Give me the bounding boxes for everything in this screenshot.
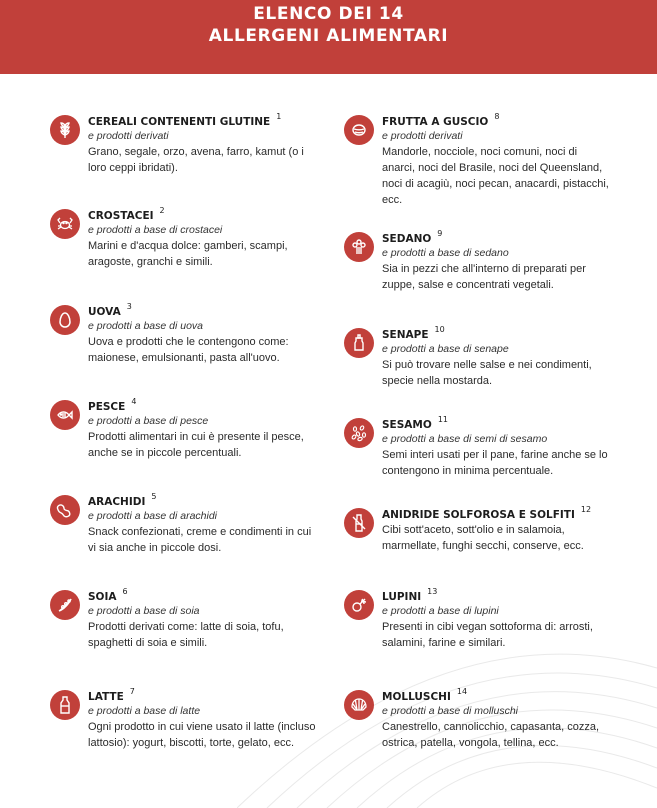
nuts-icon <box>344 115 374 145</box>
allergen-heading <box>88 302 318 319</box>
allergen-description: Marini e d'acqua dolce: gamberi, scampi, aragoste, granchi e simili. <box>88 240 288 268</box>
allergen-heading <box>382 325 612 342</box>
allergen-title: SENAPE <box>382 329 429 341</box>
allergen-title: CROSTACEI <box>88 210 154 222</box>
fish-icon <box>50 400 80 430</box>
soy-icon <box>50 590 80 620</box>
allergen-subtitle: e prodotti a base di arachidi <box>88 510 217 522</box>
allergen-description: Presenti in cibi vegan sottoforma di: arrosti, salamini, farine e similari. <box>382 621 593 649</box>
allergen-subtitle: e prodotti a base di lupini <box>382 605 499 617</box>
allergen-description: Snack confezionati, creme e condimenti in cui vi sia anche in piccole dosi. <box>88 526 312 554</box>
allergen-description: Prodotti derivati come: latte di soia, tofu, spaghetti di soia e simili. <box>88 621 284 649</box>
page-title-line2: ALLERGENI ALIMENTARI <box>208 26 449 46</box>
allergen-heading <box>88 687 318 704</box>
allergen-text-block <box>88 112 318 176</box>
peanut-icon <box>50 495 80 525</box>
allergen-text-block <box>382 687 612 751</box>
allergen-heading <box>382 587 612 604</box>
allergen-description: Uova e prodotti che le contengono come: maionese, emulsionanti, pasta all'uovo. <box>88 336 289 364</box>
allergen-title: PESCE <box>88 401 126 413</box>
allergen-text-block <box>382 112 612 208</box>
allergen-subtitle: e prodotti a base di soia <box>88 605 200 617</box>
allergen-heading <box>88 112 318 129</box>
allergen-text-block <box>88 206 318 270</box>
allergen-title: SESAMO <box>382 419 432 431</box>
allergen-heading <box>88 206 318 223</box>
allergen-heading <box>382 112 612 129</box>
wheat-icon <box>50 115 80 145</box>
sesame-icon <box>344 418 374 448</box>
allergen-description: Ogni prodotto in cui viene usato il latte (incluso lattosio): yogurt, biscotti, torte, gelato, ecc. <box>88 721 316 749</box>
allergen-subtitle: e prodotti a base di crostacei <box>88 224 223 236</box>
allergen-subtitle: e prodotti derivati <box>382 130 463 142</box>
allergen-title: LATTE <box>88 691 124 703</box>
allergen-text-block <box>382 229 612 293</box>
allergen-text-block <box>382 505 612 554</box>
allergen-number: 5 <box>151 492 157 501</box>
allergen-text-block <box>88 302 318 366</box>
allergen-number: 2 <box>159 206 165 215</box>
allergen-heading <box>382 229 612 246</box>
allergen-number: 11 <box>437 415 448 424</box>
allergen-title: LUPINI <box>382 591 422 603</box>
page-title-line1: ELENCO DEI 14 <box>253 4 404 24</box>
allergen-title: MOLLUSCHI <box>382 691 451 703</box>
lupin-icon <box>344 590 374 620</box>
allergen-number: 14 <box>456 687 468 696</box>
sulphite-icon <box>344 508 374 538</box>
milk-icon <box>50 690 80 720</box>
allergen-subtitle: e prodotti derivati <box>88 130 169 142</box>
background-arcs <box>237 548 657 808</box>
allergen-title: SEDANO <box>382 233 432 245</box>
allergen-number: 3 <box>126 302 132 311</box>
allergen-number: 8 <box>494 112 500 121</box>
allergen-heading <box>88 587 318 604</box>
allergen-text-block <box>382 587 612 651</box>
crab-icon <box>50 209 80 239</box>
allergen-subtitle: e prodotti a base di molluschi <box>382 705 518 717</box>
allergen-title: FRUTTA A GUSCIO <box>382 116 489 128</box>
allergen-text-block <box>88 492 318 556</box>
allergen-title: CEREALI CONTENENTI GLUTINE <box>88 116 271 128</box>
allergen-description: Sia in pezzi che all'interno di preparati per zuppe, salse e concentrati vegetali. <box>382 263 586 291</box>
allergen-subtitle: e prodotti a base di sedano <box>382 247 509 259</box>
allergen-heading <box>382 505 612 522</box>
allergen-title: UOVA <box>88 306 121 318</box>
allergen-text-block <box>88 397 318 461</box>
allergen-number: 6 <box>122 587 128 596</box>
allergen-number: 7 <box>129 687 135 696</box>
shell-icon <box>344 690 374 720</box>
allergen-number: 13 <box>427 587 438 596</box>
allergen-subtitle: e prodotti a base di semi di sesamo <box>382 433 548 445</box>
allergen-heading <box>382 415 612 432</box>
allergen-description: Canestrello, cannolicchio, capasanta, cozza, ostrica, patella, vongola, tellina, ecc. <box>382 721 600 749</box>
allergen-title: SOIA <box>88 591 117 603</box>
allergen-subtitle: e prodotti a base di pesce <box>88 415 209 427</box>
allergen-description: Semi interi usati per il pane, farine anche se lo contengono in minima percentuale. <box>382 449 608 477</box>
allergen-description: Mandorle, nocciole, noci comuni, noci di anarci, noci del Brasile, noci del Queensland, noci di acagiù, noci pecan, anacardi, pistacchi, ecc. <box>382 146 609 206</box>
allergen-subtitle: e prodotti a base di uova <box>88 320 203 332</box>
allergen-number: 4 <box>131 397 137 406</box>
allergen-number: 10 <box>434 325 445 334</box>
allergen-description: Grano, segale, orzo, avena, farro, kamut (o i loro ceppi ibridati). <box>88 146 304 174</box>
allergen-title: ANIDRIDE SOLFOROSA E SOLFITI <box>382 509 575 521</box>
allergen-heading <box>88 492 318 509</box>
allergen-text-block <box>382 415 612 479</box>
allergen-heading <box>382 687 612 704</box>
allergen-description: Cibi sott'aceto, sott'olio e in salamoia, marmellate, funghi secchi, conserve, ecc. <box>382 524 584 552</box>
allergen-number: 12 <box>580 505 592 514</box>
allergen-title: ARACHIDI <box>88 496 146 508</box>
allergen-number: 9 <box>437 229 443 238</box>
allergen-description: Si può trovare nelle salse e nei condimenti, specie nella mostarda. <box>382 359 592 387</box>
allergen-subtitle: e prodotti a base di senape <box>382 343 509 355</box>
allergen-number: 1 <box>276 112 282 121</box>
allergen-text-block <box>382 325 612 389</box>
egg-icon <box>50 305 80 335</box>
header-banner <box>0 0 657 74</box>
allergen-description: Prodotti alimentari in cui è presente il pesce, anche se in piccole percentuali. <box>88 431 304 459</box>
celery-icon <box>344 232 374 262</box>
allergen-text-block <box>88 687 318 751</box>
allergen-heading <box>88 397 318 414</box>
allergen-text-block <box>88 587 318 651</box>
mustard-icon <box>344 328 374 358</box>
allergen-subtitle: e prodotti a base di latte <box>88 705 201 717</box>
